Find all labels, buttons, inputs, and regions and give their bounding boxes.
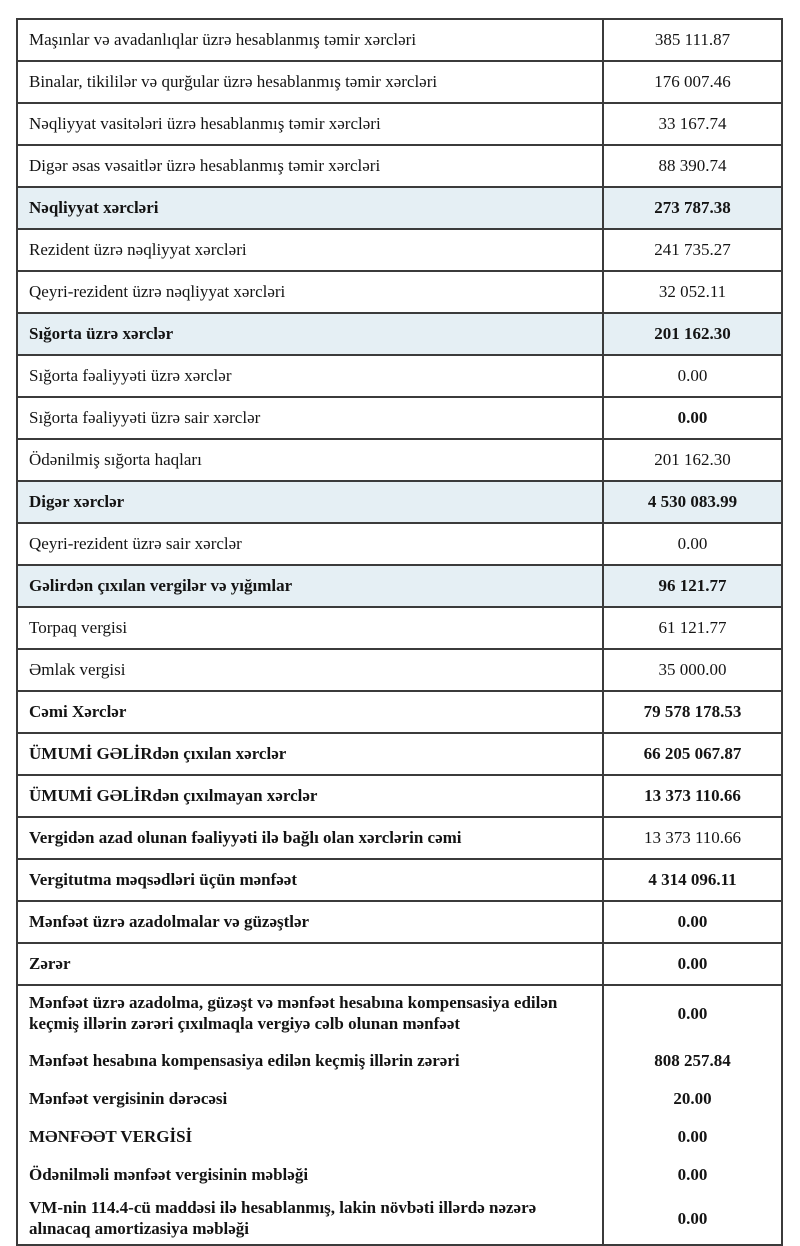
table-row [17, 733, 782, 775]
table-row [17, 649, 782, 691]
row-value: 0.00 [603, 523, 782, 565]
row-value: 20.00 [603, 1080, 782, 1118]
row-value: 0.00 [603, 943, 782, 985]
row-label: Zərər [17, 943, 603, 985]
row-label: Torpaq vergisi [17, 607, 603, 649]
row-value: 0.00 [603, 901, 782, 943]
row-label: Nəqliyyat xərcləri [17, 187, 603, 229]
row-value: 35 000.00 [603, 649, 782, 691]
table-row [17, 943, 782, 985]
row-label: ÜMUMİ GƏLİRdən çıxılan xərclər [17, 733, 603, 775]
row-label: VM-nin 114.4-cü maddəsi ilə hesablanmış, lakin növbəti illərdə nəzərə alınacaq amortizasiya məbləği [29, 1198, 537, 1238]
table-row [17, 775, 782, 817]
table-row [17, 691, 782, 733]
table-row [17, 859, 782, 901]
row-value: 96 121.77 [603, 565, 782, 607]
row-value: 176 007.46 [603, 61, 782, 103]
row-label: Digər xərclər [17, 481, 603, 523]
row-label: Cəmi Xərclər [17, 691, 603, 733]
row-label: Vergitutma məqsədləri üçün mənfəət [17, 859, 603, 901]
row-value: 13 373 110.66 [603, 775, 782, 817]
row-label: Qeyri-rezident üzrə nəqliyyat xərcləri [17, 271, 603, 313]
table-row [17, 985, 782, 1042]
row-label: Sığorta üzrə xərclər [17, 313, 603, 355]
row-value: 0.00 [603, 355, 782, 397]
table-row [17, 607, 782, 649]
table-row [17, 19, 782, 61]
row-value: 0.00 [603, 1194, 782, 1245]
table-row [17, 187, 782, 229]
table-row [17, 481, 782, 523]
table-row [17, 61, 782, 103]
row-label: Sığorta fəaliyyəti üzrə xərclər [17, 355, 603, 397]
row-value: 0.00 [603, 397, 782, 439]
row-value: 0.00 [603, 1118, 782, 1156]
row-value: 4 314 096.11 [603, 859, 782, 901]
row-value: 4 530 083.99 [603, 481, 782, 523]
row-label: Nəqliyyat vasitələri üzrə hesablanmış təmir xərcləri [17, 103, 603, 145]
row-value: 201 162.30 [603, 313, 782, 355]
table-row [17, 355, 782, 397]
row-value: 0.00 [603, 1156, 782, 1194]
table-row [17, 1080, 782, 1118]
row-value: 241 735.27 [603, 229, 782, 271]
row-label: Vergidən azad olunan fəaliyyəti ilə bağlı olan xərclərin cəmi [17, 817, 603, 859]
table-row [17, 229, 782, 271]
row-label: Mənfəət hesabına kompensasiya edilən keçmiş illərin zərəri [29, 1050, 460, 1070]
row-value: 66 205 067.87 [603, 733, 782, 775]
table-row [17, 145, 782, 187]
table-row [17, 1042, 782, 1080]
row-label: Mənfəət vergisinin dərəcəsi [29, 1088, 228, 1108]
row-label: ÜMUMİ GƏLİRdən çıxılmayan xərclər [17, 775, 603, 817]
row-label: Binalar, tikililər və qurğular üzrə hesablanmış təmir xərcləri [17, 61, 603, 103]
row-label: Qeyri-rezident üzrə sair xərclər [17, 523, 603, 565]
table-row [17, 1156, 782, 1194]
expense-table-body [17, 19, 782, 1245]
table-row [17, 271, 782, 313]
row-label: Mənfəət üzrə azadolma, güzəşt və mənfəət hesabına kompensasiya edilən keçmiş illərin zərəri çıxılmaqla vergiyə cəlb olunan mənfəət [17, 985, 603, 1042]
row-value: 32 052.11 [603, 271, 782, 313]
table-row [17, 439, 782, 481]
table-row [17, 817, 782, 859]
row-value: 201 162.30 [603, 439, 782, 481]
table-row [17, 565, 782, 607]
row-value: 385 111.87 [603, 19, 782, 61]
row-label: Əmlak vergisi [17, 649, 603, 691]
row-label: Sığorta fəaliyyəti üzrə sair xərclər [17, 397, 603, 439]
row-value: 88 390.74 [603, 145, 782, 187]
table-row [17, 1118, 782, 1156]
row-label: Ödənilməli mənfəət vergisinin məbləği [29, 1164, 309, 1184]
expense-table [16, 18, 783, 1246]
table-row [17, 523, 782, 565]
row-value: 808 257.84 [603, 1042, 782, 1080]
row-label: Maşınlar və avadanlıqlar üzrə hesablanmış təmir xərcləri [29, 29, 417, 49]
row-label: Digər əsas vəsaitlər üzrə hesablanmış təmir xərcləri [17, 145, 603, 187]
row-label: MƏNFƏƏT VERGİSİ [29, 1126, 193, 1146]
row-value: 273 787.38 [603, 187, 782, 229]
row-value: 79 578 178.53 [603, 691, 782, 733]
table-row [17, 901, 782, 943]
row-label: Gəlirdən çıxılan vergilər və yığımlar [17, 565, 603, 607]
row-value: 61 121.77 [603, 607, 782, 649]
row-label: Ödənilmiş sığorta haqları [17, 439, 603, 481]
table-row [17, 397, 782, 439]
row-label: Mənfəət üzrə azadolmalar və güzəştlər [17, 901, 603, 943]
row-value: 13 373 110.66 [603, 817, 782, 859]
table-row [17, 313, 782, 355]
row-value: 33 167.74 [603, 103, 782, 145]
row-value: 0.00 [603, 985, 782, 1042]
row-label: Rezident üzrə nəqliyyat xərcləri [17, 229, 603, 271]
table-row [17, 1194, 782, 1245]
table-row [17, 103, 782, 145]
